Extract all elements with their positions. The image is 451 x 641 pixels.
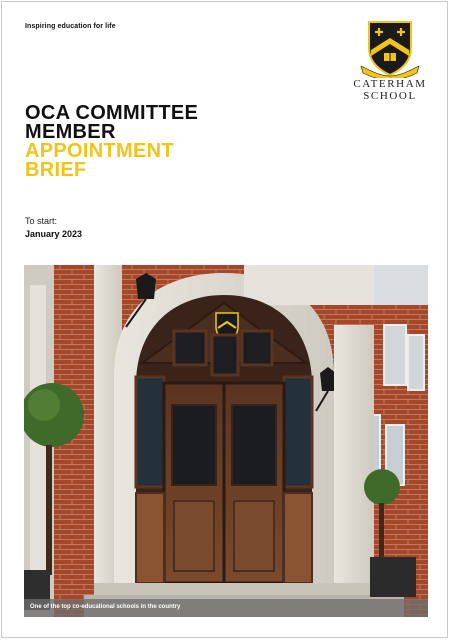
school-name-line1: CATERHAM <box>353 78 427 90</box>
title-line1: OCA COMMITTEE <box>25 102 199 124</box>
title-line2: MEMBER <box>25 121 116 143</box>
caption-bar <box>24 599 428 617</box>
entrance-illustration <box>24 265 428 617</box>
school-logo <box>352 20 428 102</box>
start-label: To start: <box>25 216 58 226</box>
title-line3: APPOINTMENT <box>25 140 174 162</box>
school-entrance-photo <box>24 265 428 617</box>
school-crest-icon <box>359 20 421 78</box>
photo-caption: One of the top co-educational schools in the country <box>30 604 181 610</box>
title-line4: BRIEF <box>25 159 87 181</box>
start-date: January 2023 <box>25 229 83 239</box>
document-title <box>25 104 198 180</box>
school-name-line2: SCHOOL <box>363 90 417 102</box>
tagline: Inspiring education for life <box>25 23 116 30</box>
